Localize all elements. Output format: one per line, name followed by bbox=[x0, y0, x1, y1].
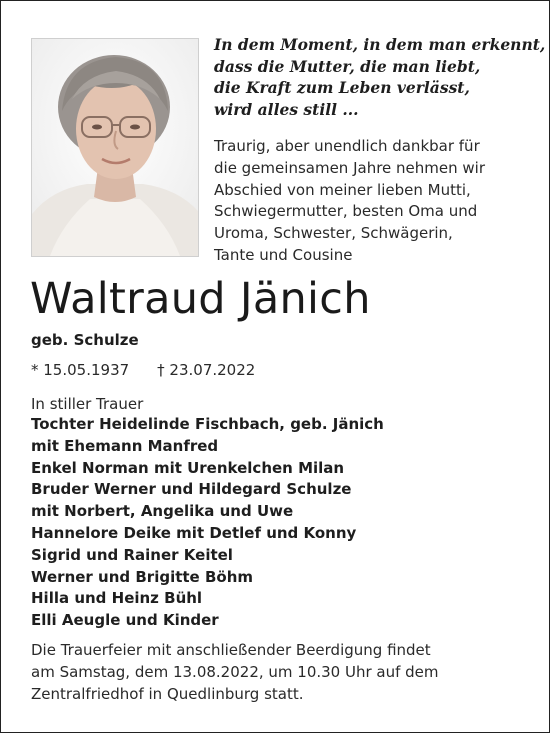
birth-date: * 15.05.1937 bbox=[31, 361, 130, 379]
mourning-intro: In stiller Trauer bbox=[31, 395, 144, 413]
death-date: † 23.07.2022 bbox=[157, 361, 256, 379]
intro-line: Tante und Cousine bbox=[214, 245, 353, 264]
intro-line: Schwiegermutter, besten Oma und bbox=[214, 202, 478, 221]
mourners-list bbox=[31, 414, 384, 632]
funeral-line: Zentralfriedhof in Quedlinburg statt. bbox=[31, 684, 304, 703]
poem-line: dass die Mutter, die man liebt, bbox=[214, 56, 481, 76]
mourner-line: mit Ehemann Manfred bbox=[31, 436, 219, 455]
mourner-line: Elli Aeugle und Kinder bbox=[31, 611, 219, 630]
mourner-line: Bruder Werner und Hildegard Schulze bbox=[31, 480, 352, 499]
portrait-photo bbox=[31, 38, 199, 257]
mourner-line: Sigrid und Rainer Keitel bbox=[31, 545, 233, 564]
poem-line: In dem Moment, in dem man erkennt, bbox=[214, 35, 546, 54]
deceased-name: Waltraud Jänich bbox=[30, 274, 371, 324]
mourner-line: Werner und Brigitte Böhm bbox=[31, 567, 254, 586]
poem-line: wird alles still ... bbox=[214, 99, 359, 119]
poem bbox=[214, 34, 546, 120]
poem-line: die Kraft zum Leben verlässt, bbox=[214, 78, 470, 98]
funeral-line: am Samstag, dem 13.08.2022, um 10.30 Uhr auf dem bbox=[31, 662, 439, 681]
intro-line: Abschied von meiner lieben Mutti, bbox=[214, 180, 471, 199]
mourner-line: Enkel Norman mit Urenkelchen Milan bbox=[31, 458, 345, 477]
intro-line: Traurig, aber unendlich dankbar für bbox=[214, 137, 480, 155]
mourner-line: mit Norbert, Angelika und Uwe bbox=[31, 502, 294, 521]
mourner-line: Hilla und Heinz Bühl bbox=[31, 589, 203, 608]
birth-name: geb. Schulze bbox=[31, 331, 139, 349]
intro-line: die gemeinsamen Jahre nehmen wir bbox=[214, 158, 485, 177]
mourner-line: Tochter Heidelinde Fischbach, geb. Jänich bbox=[31, 415, 384, 433]
funeral-line: Die Trauerfeier mit anschließender Beerdigung findet bbox=[31, 641, 431, 659]
mourner-line: Hannelore Deike mit Detlef und Konny bbox=[31, 523, 357, 542]
intro-line: Uroma, Schwester, Schwägerin, bbox=[214, 224, 453, 243]
intro-text bbox=[214, 136, 534, 267]
life-dates bbox=[31, 361, 255, 379]
funeral-details bbox=[31, 640, 531, 705]
